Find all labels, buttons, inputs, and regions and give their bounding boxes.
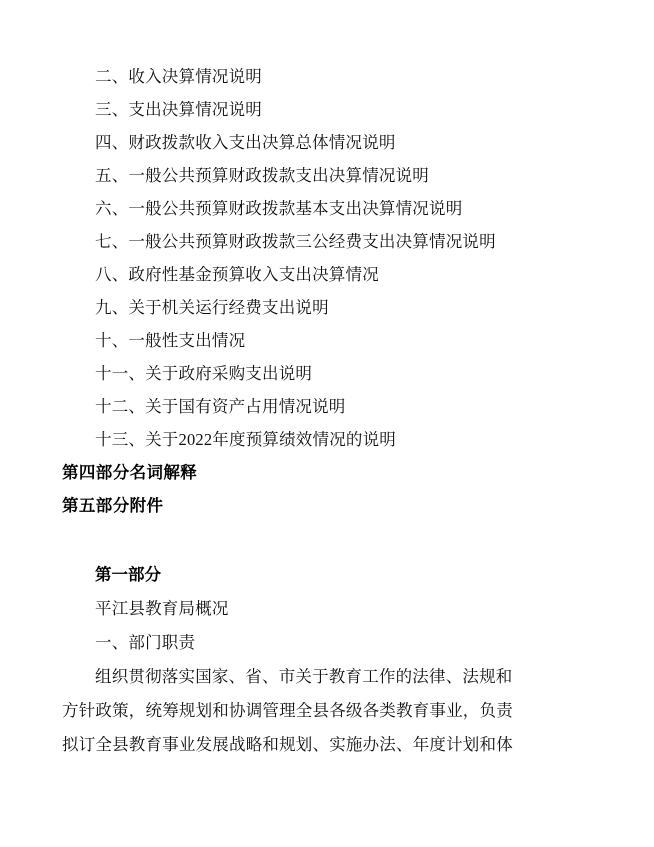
toc-entry[interactable]: 七、一般公共预算财政拨款三公经费支出决算情况说明 (95, 232, 496, 251)
toc-entry[interactable]: 六、一般公共预算财政拨款基本支出决算情况说明 (95, 199, 463, 218)
toc-entry[interactable]: 五、一般公共预算财政拨款支出决算情况说明 (95, 166, 429, 185)
toc-entry[interactable]: 十一、关于政府采购支出说明 (95, 364, 313, 383)
body-section-title: 一、部门职责 (95, 633, 196, 652)
toc-entry[interactable]: 十、一般性支出情况 (95, 331, 246, 350)
table-of-contents (62, 60, 592, 456)
toc-entry[interactable]: 十二、关于国有资产占用情况说明 (95, 397, 346, 416)
body-paragraph-line: 方针政策，统筹规划和协调管理全县各级各类教育事业，负责 (62, 701, 513, 720)
section-spacer (62, 522, 592, 558)
toc-entry[interactable]: 四、财政拨款收入支出决算总体情况说明 (95, 133, 396, 152)
toc-part-heading[interactable]: 第五部分附件 (62, 496, 164, 515)
body-paragraph-line: 组织贯彻落实国家、省、市关于教育工作的法律、法规和 (95, 667, 513, 686)
toc-entry[interactable]: 九、关于机关运行经费支出说明 (95, 298, 329, 317)
toc-part-heading[interactable]: 第四部分名词解释 (62, 463, 198, 482)
body-part-title: 第一部分 (95, 565, 161, 584)
toc-entry[interactable]: 二、收入决算情况说明 (95, 67, 262, 86)
toc-entry[interactable]: 十三、关于2022年度预算绩效情况的说明 (95, 430, 396, 449)
toc-entry[interactable]: 三、支出决算情况说明 (95, 100, 262, 119)
toc-entry[interactable]: 八、政府性基金预算收入支出决算情况 (95, 265, 379, 284)
body-paragraph-line: 拟订全县教育事业发展战略和规划、实施办法、年度计划和体 (62, 735, 513, 754)
body-org-title: 平江县教育局概况 (95, 599, 229, 618)
